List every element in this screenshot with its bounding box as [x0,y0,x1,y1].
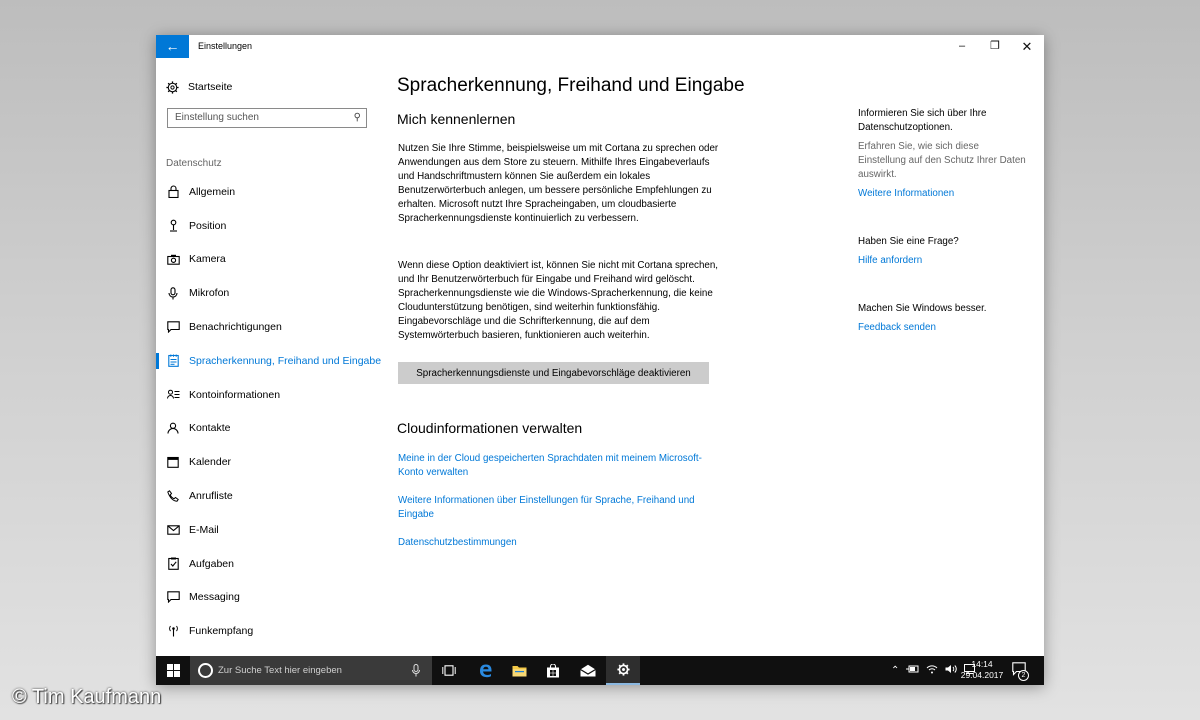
file-explorer-button[interactable] [502,656,536,685]
sidebar-item-spracherkennung[interactable] [156,344,386,378]
get-help-link[interactable]: Hilfe anfordern [858,255,923,266]
window-title: Einstellungen [198,41,253,51]
description-paragraph: Nutzen Sie Ihre Stimme, beispielsweise um mit Cortana zu sprechen oder Anwendungen aus dem Store zu steuern. Mithilfe Ihres Eingabeverlaufs und Handschriftmustern können Sie außerdem ein lokales Benutzerwörterbuch anlegen, um bessere persönliche Empfehlungen zu erhalten. Microsoft nutzt Ihre Spracheingaben, um cloudbasierte Spracherkennungsdienste kontinuierlich zu verbessern. [398,143,719,224]
taskbar-search-placeholder: Zur Suche Text hier eingeben [218,665,342,676]
taskbar [156,656,1044,685]
folder-icon [512,665,527,677]
tasks-icon [166,557,180,571]
microphone-icon [166,286,180,300]
task-view-icon [442,665,456,676]
sidebar-item-kontakte[interactable] [156,412,386,446]
sidebar-item-label: Kamera [189,253,226,266]
question-heading: Haben Sie eine Frage? [858,236,959,247]
action-center-button[interactable] [1012,662,1026,679]
store-icon [546,664,560,678]
page-title: Spracherkennung, Freihand und Eingabe [397,75,745,96]
sidebar-item-messaging[interactable] [156,581,386,615]
sidebar-item-benachrichtigungen[interactable] [156,310,386,344]
info-paragraph: Wenn diese Option deaktiviert ist, können Sie nicht mit Cortana sprechen, und Ihr Benutzerwörterbuch für Eingabe und Freihand wird gelöscht. Spracherkennungsdienste wie die Windows-Spracherkennung, die keine Cloudunterstützung benötigen, sind weiterhin funktionsfähig. Eingabevorschläge und die Schrifterkennung, die auf dem Systemwörterbuch basieren, funktionieren auch weiterhin. [398,260,719,341]
mail-icon [166,523,180,537]
home-link[interactable] [166,79,232,95]
sidebar-item-label: Anrufliste [189,490,233,503]
sidebar-item-label: Funkempfang [189,625,254,638]
power-icon[interactable] [906,665,919,677]
chevron-up-icon[interactable]: ⌃ [891,665,900,676]
sidebar-item-label: Allgemein [189,185,236,198]
improve-heading: Machen Sie Windows besser. [858,303,987,314]
sidebar-item-email[interactable] [156,513,386,547]
sidebar-item-label: Benachrichtigungen [189,321,282,334]
mail-icon [580,664,596,677]
back-button[interactable]: ← [156,35,189,58]
search-icon: ⚲ [353,112,361,123]
sidebar-item-label: Kontoinformationen [189,388,281,401]
sidebar-item-kamera[interactable] [156,243,386,277]
privacy-statement-link[interactable]: Datenschutzbestimmungen [398,537,517,548]
sidebar-nav [156,175,386,648]
copyright-watermark: © Tim Kaufmann [12,686,162,708]
notification-count: 2 [1018,670,1029,681]
phone-icon [166,489,180,503]
microphone-icon[interactable] [412,664,420,677]
section-title-mich-kennenlernen: Mich kennenlernen [397,111,516,127]
notepad-icon [166,354,180,368]
more-info-link[interactable]: Weitere Informationen [858,188,955,199]
privacy-heading: Informieren Sie sich über Ihre Datenschutzoptionen. [858,108,987,133]
feedback-link[interactable]: Feedback senden [858,322,936,333]
manage-cloud-data-link[interactable]: Meine in der Cloud gespeicherten Sprachdaten mit meinem Microsoft-Konto verwalten [398,453,702,478]
notification-icon [166,320,180,334]
edge-button[interactable] [468,656,502,685]
location-icon [166,219,180,233]
title-bar [156,35,1044,58]
minimize-button[interactable]: – [958,40,966,52]
privacy-text: Erfahren Sie, wie sich diese Einstellung auf den Schutz Ihrer Daten auswirkt. [858,141,1026,180]
taskbar-search-box[interactable] [190,656,432,685]
restore-button[interactable]: ❐ [990,40,1000,52]
sidebar-item-allgemein[interactable] [156,175,386,209]
clock-time: 14:14 [971,659,993,669]
cortana-icon [198,663,213,678]
task-view-button[interactable] [432,656,466,685]
more-info-settings-link[interactable]: Weitere Informationen über Einstellungen für Sprache, Freihand und Eingabe [398,495,695,520]
volume-icon[interactable] [945,664,957,677]
sidebar-item-label: Mikrofon [189,287,230,300]
settings-window [156,35,1044,685]
section-label: Datenschutz [166,158,222,169]
camera-icon [166,252,180,266]
store-button[interactable] [536,656,570,685]
sidebar-item-kontoinformationen[interactable] [156,378,386,412]
settings-search-input[interactable] [167,108,367,128]
deactivate-speech-button[interactable]: Spracherkennungsdienste und Eingabevorschläge deaktivieren [398,362,709,384]
sidebar-item-funkempfang[interactable] [156,614,386,648]
sidebar-item-label: Spracherkennung, Freihand und Eingabe [189,354,382,367]
windows-logo-icon [167,664,180,677]
close-button[interactable]: ✕ [1021,39,1033,54]
radio-icon [166,624,180,638]
start-button[interactable] [156,656,190,685]
sidebar-item-label: Kontakte [189,422,231,435]
gear-icon [166,81,179,94]
sidebar-item-position[interactable] [156,209,386,243]
sidebar-item-label: Kalender [189,456,232,469]
mail-app-button[interactable] [571,656,605,685]
sidebar-item-mikrofon[interactable] [156,276,386,310]
home-label: Startseite [188,81,233,93]
settings-app-button[interactable] [606,656,640,685]
clock-date: 29.04.2017 [960,670,1004,680]
contacts-icon [166,421,180,435]
sidebar-item-label: Messaging [189,591,240,604]
lock-icon [166,185,180,199]
section-title-cloudinformationen: Cloudinformationen verwalten [397,420,583,436]
sidebar-item-anrufliste[interactable] [156,479,386,513]
wifi-icon[interactable] [926,664,938,677]
sidebar-item-kalender[interactable] [156,445,386,479]
sidebar-item-label: Aufgaben [189,557,234,570]
edge-icon [478,663,493,678]
chat-icon [166,590,180,604]
sidebar-item-label: Position [189,219,227,232]
gear-icon [617,663,630,676]
sidebar-item-label: E-Mail [189,523,219,536]
search-placeholder: Einstellung suchen [175,112,259,123]
taskbar-clock[interactable] [959,659,1005,681]
account-icon [166,388,180,402]
sidebar-item-aufgaben[interactable] [156,547,386,581]
calendar-icon [166,455,180,469]
